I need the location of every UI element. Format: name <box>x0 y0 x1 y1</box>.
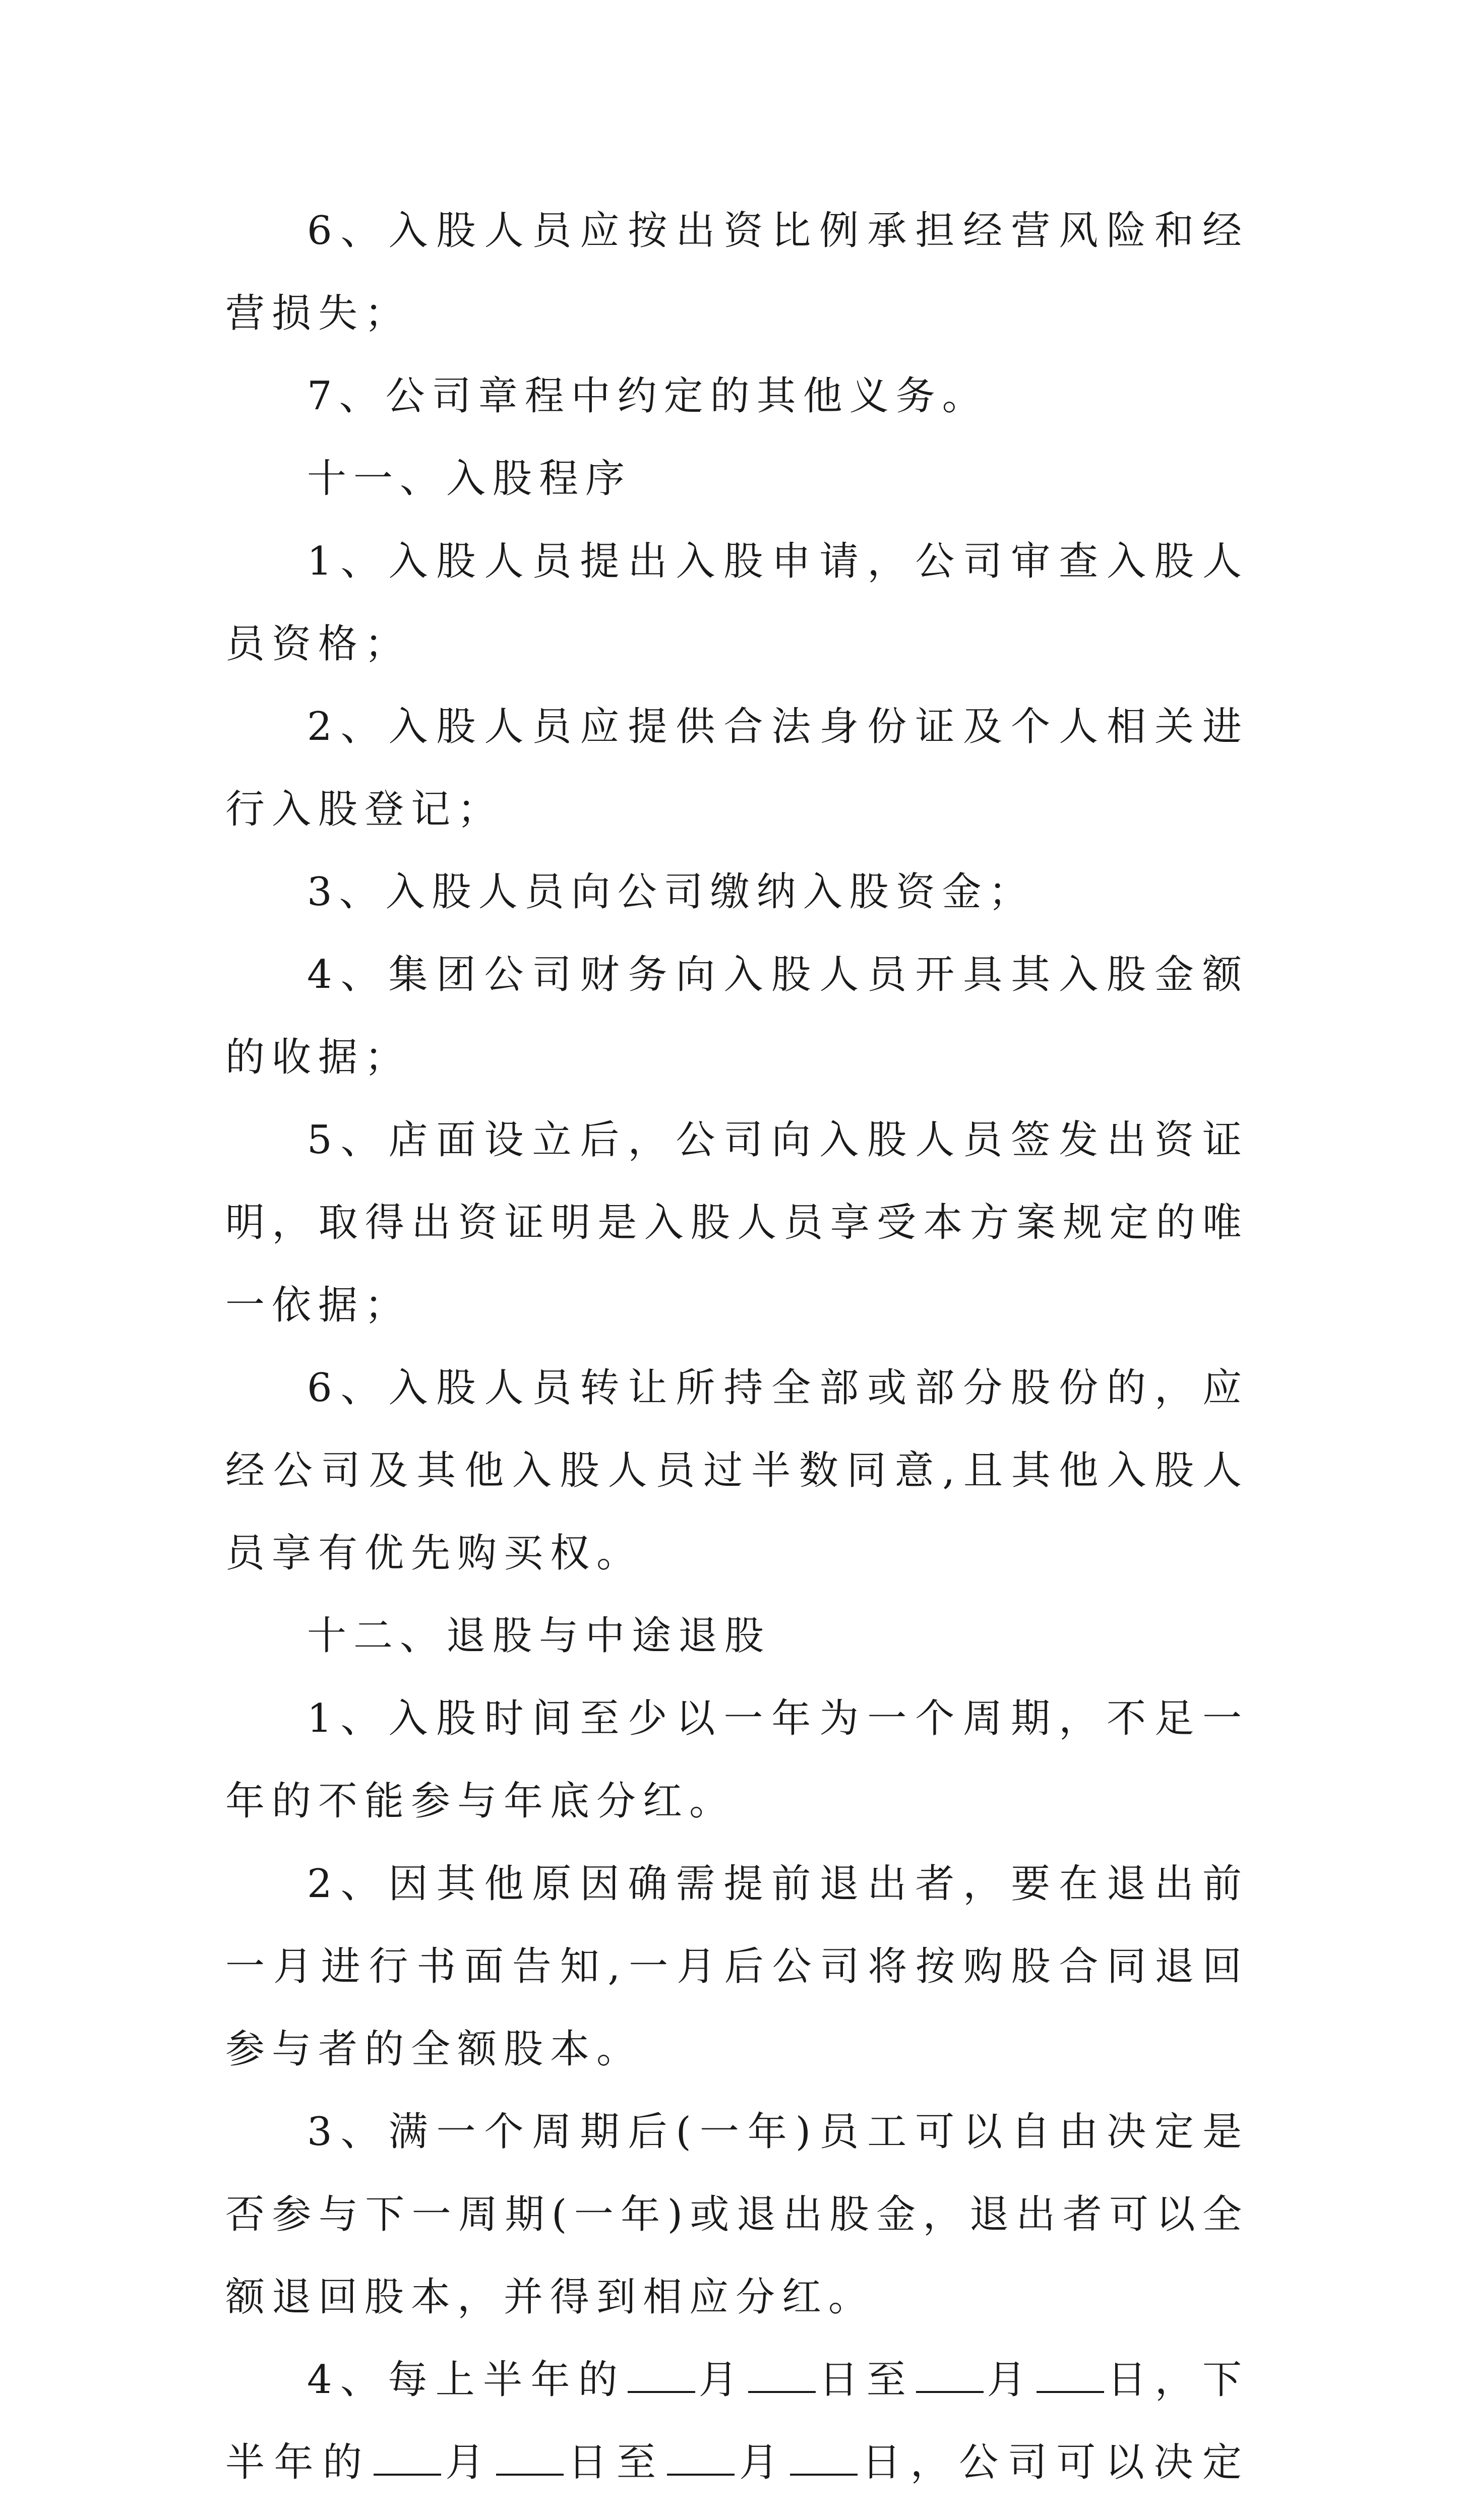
paragraph-obligation-6: 6、入股人员应按出资比例承担经营风险和经营损失； <box>225 208 1249 336</box>
blank-line <box>628 2356 695 2393</box>
blank-line <box>1037 2356 1104 2393</box>
paragraph-withdrawal-1: 1、入股时间至少以一年为一个周期，不足一年的不能参与年底分红。 <box>225 1696 1249 1824</box>
paragraph-withdrawal-3: 3、满一个周期后(一年)员工可以自由决定是否参与下一周期(一年)或退出股金，退出者可以全额退回股本，并得到相应分红。 <box>225 2109 1249 2320</box>
paragraph-withdrawal-4 <box>225 2339 1249 2520</box>
blank-line <box>496 2438 564 2476</box>
paragraph-obligation-7: 7、公司章程中约定的其他义务。 <box>307 373 989 419</box>
blank-line <box>790 2438 858 2476</box>
paragraph-procedure-4: 4、集团公司财务向入股人员开具其入股金额的收据； <box>225 952 1249 1080</box>
paragraph-procedure-5: 5、店面设立后，公司向入股人员签发出资证明，取得出资证明是入股人员享受本方案规定的唯一依据； <box>225 1117 1249 1328</box>
text-fragment: 日，公司可以决定 <box>859 2440 1249 2485</box>
paragraph-procedure-6: 6、入股人员转让所持全部或部分股份的，应经公司及其他入股人员过半数同意,且其他入股人员享有优先购买权。 <box>225 1365 1249 1576</box>
text-fragment: 月 <box>697 2357 746 2403</box>
text-fragment: 月 <box>986 2357 1035 2403</box>
document-page <box>225 190 1249 2520</box>
text-fragment: 4、每上半年的 <box>307 2357 626 2403</box>
paragraph-procedure-1: 1、入股人员提出入股申请，公司审查入股人员资格； <box>225 539 1249 667</box>
section-heading-11: 十一、入股程序 <box>307 456 632 501</box>
paragraph-withdrawal-2: 2、因其他原因确需提前退出者，要在退出前一月进行书面告知,一月后公司将按购股合同退回参与者的全额股本。 <box>225 1861 1249 2072</box>
blank-line <box>667 2438 735 2476</box>
paragraph-procedure-2: 2、入股人员应提供合法身份证及个人相关进行入股登记； <box>225 704 1249 832</box>
section-heading-12: 十二、退股与中途退股 <box>307 1613 771 1659</box>
text-fragment: 月 <box>443 2440 494 2485</box>
paragraph-procedure-3: 3、入股人员向公司缴纳入股资金； <box>307 869 1035 915</box>
text-fragment: 月 <box>737 2440 788 2485</box>
text-fragment: 日至 <box>817 2357 915 2403</box>
text-fragment: 日，下半年的 <box>225 2357 1249 2485</box>
blank-line <box>374 2438 441 2476</box>
blank-line <box>748 2356 816 2393</box>
blank-line <box>916 2356 984 2393</box>
text-fragment: 日至 <box>565 2440 665 2485</box>
